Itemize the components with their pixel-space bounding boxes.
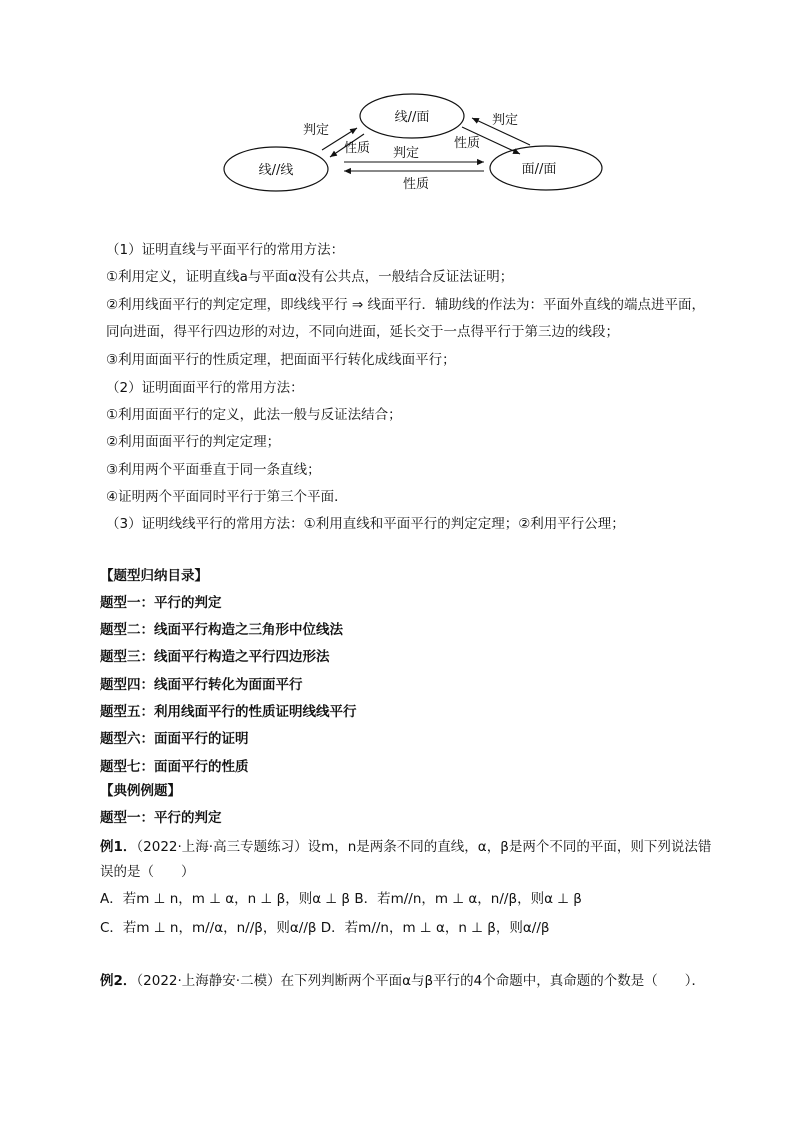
toc-item: 题型二：线面平行构造之三角形中位线法: [100, 622, 343, 638]
section2-item4: ④证明两个平面同时平行于第三个平面．: [106, 489, 348, 505]
toc-item: 题型五：利用线面平行的性质证明线线平行: [100, 704, 357, 720]
example1-question-line2: 误的是（ ）: [100, 864, 195, 880]
label-ll-to-lp: 判定: [303, 123, 330, 138]
toc-item: 题型六：面面平行的证明: [100, 731, 249, 747]
example1-question: [100, 837, 711, 857]
toc-item: 题型三：线面平行构造之平行四边形法: [100, 649, 330, 665]
node-plane-plane-label: 面//面: [521, 162, 557, 177]
node-line-plane-label: 线//面: [394, 110, 430, 125]
section2-title: （2）证明面面平行的常用方法：: [106, 380, 304, 396]
section1-item2-line2: 同向进面，得平行四边形的对边，不同向进面，延长交于一点得平行于第三边的线段；: [106, 324, 619, 340]
label-ll-to-pp: 判定: [393, 146, 420, 161]
section2-item1: ①利用面面平行的定义，此法一般与反证法结合；: [106, 407, 402, 423]
label-lp-to-ll: 性质: [344, 141, 371, 156]
example2-text: （2022·上海静安·二模）在下列判断两个平面α与β平行的4个命题中，真命题的个数是（ ）．: [136, 973, 705, 989]
toc-item: 题型一：平行的判定: [100, 595, 222, 611]
section1-title: （1）证明直线与平面平行的常用方法：: [106, 242, 345, 258]
section1-item3: ③利用面面平行的性质定理，把面面平行转化成线面平行；: [106, 352, 456, 368]
section2-item2: ②利用面面平行的判定定理；: [106, 434, 281, 450]
toc-item: 题型七：面面平行的性质: [100, 759, 249, 775]
section2-item3: ③利用两个平面垂直于同一条直线；: [106, 462, 321, 478]
example1-options-cd: C．若m ⊥ n，m//α，n//β，则α//β D．若m//n，m ⊥ α，n ⊥ β，则α//β: [100, 920, 550, 936]
example2-label: 例2．: [100, 973, 137, 989]
example2-question: [100, 971, 705, 991]
examples-section-title: 题型一：平行的判定: [100, 810, 222, 826]
label-lp-to-pp: 性质: [454, 136, 481, 151]
relationship-diagram: [0, 0, 794, 230]
node-line-line-label: 线//线: [258, 163, 294, 178]
label-pp-to-lp: 判定: [492, 113, 519, 128]
label-pp-to-ll: 性质: [403, 177, 430, 192]
examples-title: 【典例例题】: [100, 783, 181, 799]
example1-text: （2022·上海·高三专题练习）设m，n是两条不同的直线，α，β是两个不同的平面，则下列说法错: [136, 839, 712, 855]
section3: （3）证明线线平行的常用方法：①利用直线和平面平行的判定定理；②利用平行公理；: [106, 516, 625, 532]
toc-title: 【题型归纳目录】: [100, 568, 208, 584]
example1-options-ab: A．若m ⊥ n，m ⊥ α，n ⊥ β，则α ⊥ β B．若m//n，m ⊥ α，n//β，则α ⊥ β: [100, 891, 582, 907]
section1-item2-line1: ②利用线面平行的判定定理，即线线平行 ⇒ 线面平行．辅助线的作法为：平面外直线的端点进平面，: [106, 297, 705, 313]
section1-item1: ①利用定义，证明直线a与平面α没有公共点，一般结合反证法证明；: [106, 269, 514, 285]
example1-label: 例1．: [100, 839, 137, 855]
toc-item: 题型四：线面平行转化为面面平行: [100, 677, 303, 693]
